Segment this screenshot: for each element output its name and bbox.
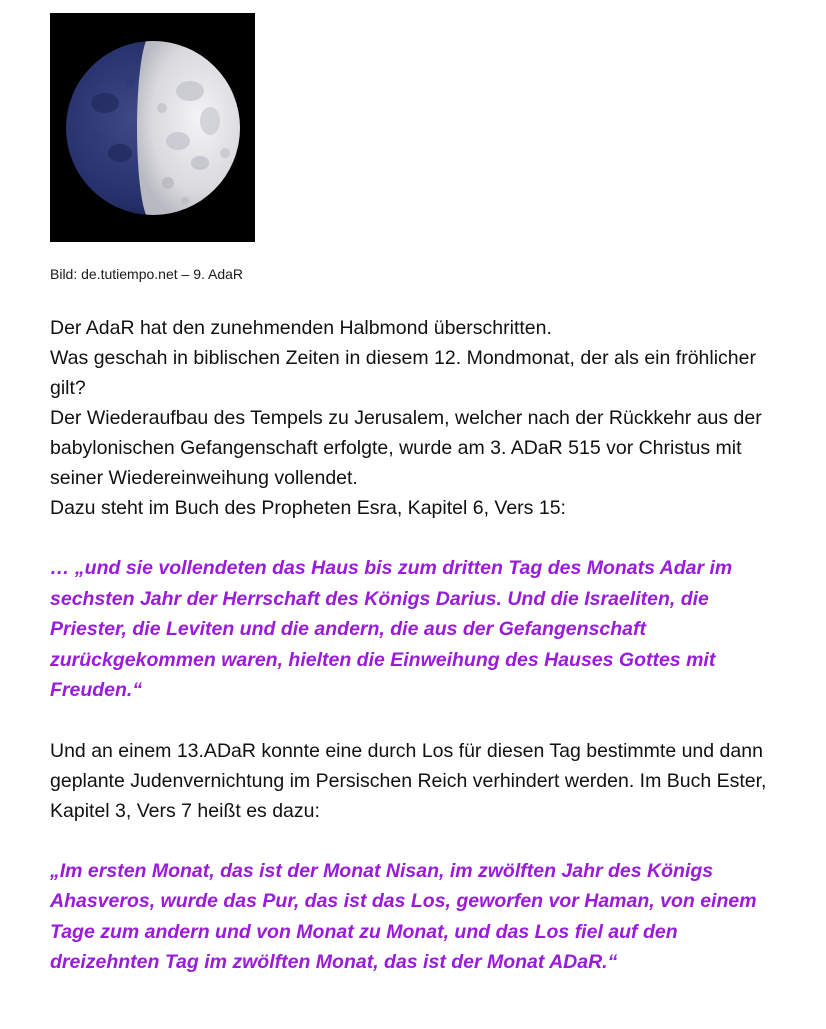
- intro-line-1: Der AdaR hat den zunehmenden Halbmond überschritten.: [50, 317, 552, 339]
- paragraph-ester: Und an einem 13.ADaR konnte eine durch Los für diesen Tag bestimmte und dann geplante Judenvernichtung im Persischen Reich verhindert werden. Im Buch Ester, Kapitel 3, Vers 7 heißt es dazu:: [50, 739, 767, 822]
- moon-image: [50, 13, 255, 242]
- spacer: [50, 706, 790, 736]
- intro-line-3: Der Wiederaufbau des Tempels zu Jerusalem, welcher nach der Rückkehr aus der babylonischen Gefangenschaft erfolgte, wurde am 3. ADaR 515 vor Christus mit seiner Wiedereinweihung vollendet.: [50, 407, 762, 489]
- intro-line-4: Dazu steht im Buch des Propheten Esra, Kapitel 6, Vers 15:: [50, 497, 566, 519]
- quote-ester: „Im ersten Monat, das ist der Monat Nisan, im zwölften Jahr des Königs Ahasveros, wurde das Pur, das ist das Los, geworfen vor Haman, von einem Tage zum andern und von Monat zu Monat, und das Los fiel auf den dreizehnten Tag im zwölften Monat, das ist der Monat ADaR.“: [50, 859, 757, 973]
- spacer: [50, 826, 790, 856]
- spacer: [50, 523, 790, 553]
- article-body: [50, 313, 790, 978]
- half-moon-icon: [50, 13, 255, 242]
- quote-esra: … „und sie vollendeten das Haus bis zum dritten Tag des Monats Adar im sechsten Jahr der Herrschaft des Königs Darius. Und die Israeliten, die Priester, die Leviten und die andern, die aus der Gefangenschaft zurückgekommen waren, hielten die Einweihung des Hauses Gottes mit Freuden.“: [50, 557, 733, 701]
- intro-line-2: Was geschah in biblischen Zeiten in diesem 12. Mondmonat, der als ein fröhlicher gilt?: [50, 347, 756, 399]
- image-caption: Bild: de.tutiempo.net – 9. AdaR: [50, 266, 244, 282]
